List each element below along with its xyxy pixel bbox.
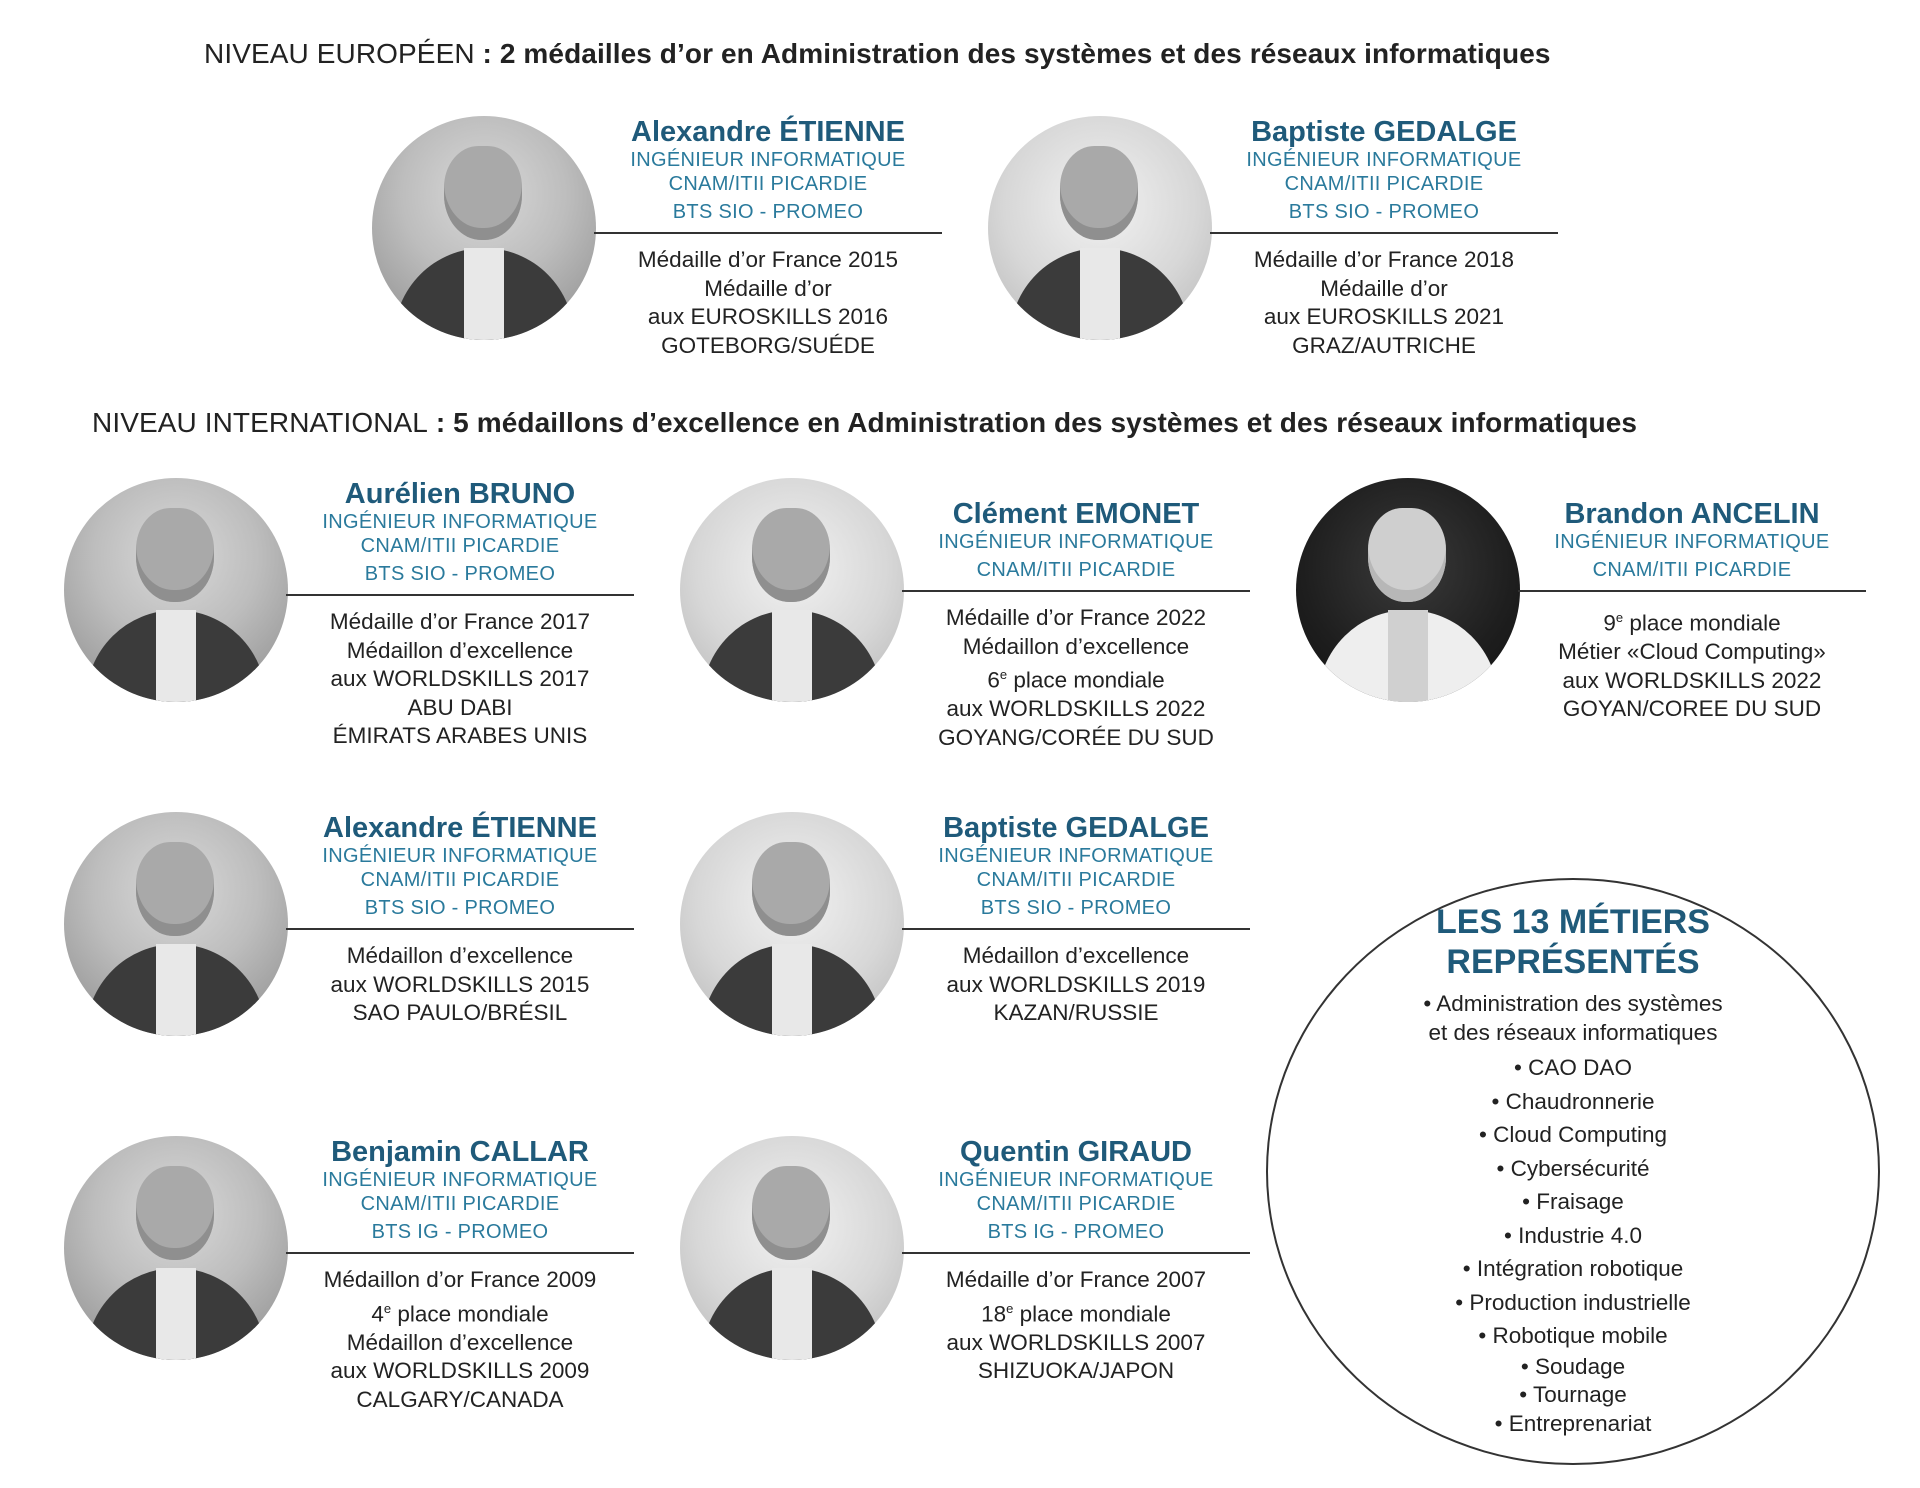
winner-degree: INGÉNIEUR INFORMATIQUE (938, 845, 1214, 867)
portrait-photo (372, 116, 596, 340)
rank-number: 9 (1603, 610, 1616, 636)
list-item: • Industrie 4.0 (1504, 1222, 1642, 1248)
divider (1210, 232, 1558, 234)
winner-school: CNAM/ITII PICARDIE (976, 1193, 1176, 1215)
winner-degree: INGÉNIEUR INFORMATIQUE (322, 511, 598, 533)
rank-suffix: e (383, 1300, 392, 1316)
winner-bts: BTS SIO - PROMEO (980, 897, 1172, 919)
list-item: • Chaudronnerie (1491, 1088, 1655, 1114)
award-line: ÉMIRATS ARABES UNIS (332, 723, 588, 748)
award-line (286, 1295, 634, 1329)
rank-number: 18 (981, 1301, 1007, 1326)
divider (902, 1252, 1250, 1254)
award-line: Médaillon d’excellence (962, 633, 1190, 659)
award-line: Médaillon d’excellence (346, 943, 574, 968)
winner-school: CNAM/ITII PICARDIE (360, 869, 560, 891)
award-line: aux WORLDSKILLS 2022 (1562, 667, 1822, 693)
european-title-rest: : 2 médailles d’or en Administration des systèmes et des réseaux informatiques (474, 38, 1551, 69)
intl-card-callar (64, 1136, 634, 1412)
award-line: aux EUROSKILLS 2021 (1263, 304, 1505, 329)
list-item: • Tournage (1519, 1382, 1627, 1407)
award-line: aux WORLDSKILLS 2017 (330, 666, 590, 691)
intl-card-giraud (680, 1136, 1250, 1396)
international-section-title (92, 407, 1637, 439)
winner-bts: BTS SIO - PROMEO (672, 201, 864, 223)
winner-degree: INGÉNIEUR INFORMATIQUE (938, 1169, 1214, 1191)
award-line (902, 1295, 1250, 1329)
card-info (1518, 498, 1866, 724)
award-line: aux WORLDSKILLS 2015 (330, 971, 590, 997)
portrait-photo (64, 1136, 288, 1360)
award-line: Médaille d’or France 2007 (945, 1267, 1207, 1292)
award-line: GOTEBORG/SUÉDE (661, 332, 875, 358)
award-line: aux WORLDSKILLS 2022 (946, 696, 1206, 721)
winner-name: Benjamin CALLAR (331, 1136, 589, 1168)
winner-degree: INGÉNIEUR INFORMATIQUE (322, 845, 598, 867)
international-title-rest: : 5 médaillons d’excellence en Administration des systèmes et des réseaux informatiques (427, 407, 1638, 438)
portrait-photo (680, 812, 904, 1036)
rank-number: 6 (987, 667, 1000, 693)
metiers-circle (1266, 878, 1880, 1465)
rank-text: place mondiale (391, 1301, 549, 1326)
winner-bts: BTS IG - PROMEO (371, 1221, 549, 1243)
award-line: KAZAN/RUSSIE (993, 1000, 1159, 1025)
rank-text: place mondiale (1007, 667, 1165, 693)
winner-school: CNAM/ITII PICARDIE (360, 535, 560, 557)
winner-bts: BTS SIO - PROMEO (364, 563, 556, 585)
winner-school: CNAM/ITII PICARDIE (976, 559, 1176, 581)
award-line: Métier «Cloud Computing» (1558, 639, 1826, 664)
card-info (902, 1136, 1250, 1386)
winner-name: Baptiste GEDALGE (943, 812, 1209, 844)
winner-degree: INGÉNIEUR INFORMATIQUE (630, 149, 906, 171)
card-info (286, 812, 634, 1028)
divider (902, 928, 1250, 930)
card-info (286, 478, 634, 751)
intl-card-ancelin (1296, 478, 1866, 738)
winner-bts: BTS SIO - PROMEO (364, 897, 556, 919)
winner-name: Alexandre ÉTIENNE (631, 116, 905, 148)
divider (902, 590, 1250, 592)
rank-text: place mondiale (1013, 1301, 1171, 1326)
award-line: CALGARY/CANADA (356, 1386, 564, 1412)
card-info (594, 116, 942, 360)
award-line: GOYANG/CORÉE DU SUD (938, 724, 1214, 750)
portrait-photo (680, 1136, 904, 1360)
winner-name: Alexandre ÉTIENNE (323, 812, 597, 844)
winner-name: Clément EMONET (952, 498, 1200, 530)
award-line: Médaillon d’or France 2009 (323, 1267, 597, 1292)
award-line: Médaille d’or France 2022 (945, 605, 1207, 630)
list-item: • Production industrielle (1455, 1289, 1691, 1315)
portrait-photo (680, 478, 904, 702)
award-line (902, 661, 1250, 695)
winner-name: Quentin GIRAUD (960, 1136, 1192, 1168)
list-item: • Cloud Computing (1479, 1122, 1667, 1147)
award-line: GOYAN/COREE DU SUD (1562, 696, 1822, 721)
intl-card-gedalge (680, 812, 1250, 1072)
winner-school: CNAM/ITII PICARDIE (668, 173, 868, 195)
list-item: • CAO DAO (1514, 1055, 1632, 1080)
metiers-list (1268, 990, 1878, 1438)
european-title-lead: NIVEAU EUROPÉEN (204, 38, 475, 69)
intl-card-bruno (64, 478, 634, 748)
card-info (902, 498, 1250, 752)
award-line: Médaille d’or France 2017 (329, 609, 591, 634)
winner-school: CNAM/ITII PICARDIE (360, 1193, 560, 1215)
divider (286, 594, 634, 596)
european-card-gedalge (988, 116, 1558, 376)
winner-name: Aurélien BRUNO (344, 478, 576, 510)
card-info (1210, 116, 1558, 360)
winner-bts: BTS IG - PROMEO (987, 1221, 1165, 1243)
award-line: Médaille d’or France 2018 (1253, 247, 1515, 272)
portrait-photo (1296, 478, 1520, 702)
list-item: • Intégration robotique (1462, 1256, 1684, 1281)
list-item: • Fraisage (1522, 1189, 1624, 1214)
rank-suffix: e (999, 667, 1008, 682)
award-line: Médaillon d’excellence (346, 637, 574, 663)
winner-school: CNAM/ITII PICARDIE (976, 869, 1176, 891)
winner-degree: INGÉNIEUR INFORMATIQUE (1246, 149, 1522, 171)
card-info (902, 812, 1250, 1028)
award-line: aux WORLDSKILLS 2007 (946, 1329, 1206, 1355)
winner-degree: INGÉNIEUR INFORMATIQUE (1554, 531, 1830, 553)
award-line: Médaille d’or (1320, 275, 1448, 301)
divider (286, 928, 634, 930)
list-item: • Entreprenariat (1494, 1410, 1652, 1436)
award-line: Médaille d’or (704, 275, 832, 301)
divider (1518, 590, 1866, 592)
award-line: aux WORLDSKILLS 2009 (330, 1358, 590, 1383)
european-card-etienne (372, 116, 942, 376)
intl-card-etienne (64, 812, 634, 1072)
winner-name: Baptiste GEDALGE (1251, 116, 1517, 148)
rank-text: place mondiale (1623, 610, 1781, 636)
award-line (1518, 604, 1866, 638)
list-item: • Administration des systèmes (1423, 991, 1723, 1016)
award-line: Médaille d’or France 2015 (637, 247, 899, 272)
rank-number: 4 (371, 1301, 384, 1326)
winner-school: CNAM/ITII PICARDIE (1592, 559, 1792, 581)
portrait-photo (64, 812, 288, 1036)
award-line: GRAZ/AUTRICHE (1292, 332, 1476, 358)
winner-bts: BTS SIO - PROMEO (1288, 201, 1480, 223)
award-line: aux WORLDSKILLS 2019 (946, 971, 1206, 997)
international-title-lead: NIVEAU INTERNATIONAL (92, 407, 428, 438)
award-line: Médaillon d’excellence (346, 1329, 574, 1355)
rank-suffix: e (1615, 610, 1624, 625)
award-line: ABU DABI (407, 694, 513, 720)
card-info (286, 1136, 634, 1414)
portrait-photo (988, 116, 1212, 340)
metiers-title (1268, 902, 1878, 982)
metiers-title-line1: LES 13 MÉTIERS (1436, 903, 1710, 941)
award-line: SHIZUOKA/JAPON (977, 1358, 1175, 1383)
award-line: SAO PAULO/BRÉSIL (352, 1000, 568, 1025)
list-item: • Cybersécurité (1496, 1155, 1650, 1181)
divider (594, 232, 942, 234)
list-item: • Soudage (1520, 1353, 1626, 1379)
winner-name: Brandon ANCELIN (1564, 498, 1820, 530)
winner-degree: INGÉNIEUR INFORMATIQUE (322, 1169, 598, 1191)
winner-degree: INGÉNIEUR INFORMATIQUE (938, 531, 1214, 553)
winner-school: CNAM/ITII PICARDIE (1284, 173, 1484, 195)
portrait-photo (64, 478, 288, 702)
rank-suffix: e (1006, 1300, 1014, 1316)
award-line: Médaillon d’excellence (962, 943, 1190, 968)
divider (286, 1252, 634, 1254)
list-item: et des réseaux informatiques (1428, 1019, 1718, 1045)
list-item: • Robotique mobile (1478, 1323, 1668, 1348)
european-section-title (204, 38, 1551, 70)
metiers-title-line2: REPRÉSENTÉS (1446, 943, 1700, 981)
intl-card-emonet (680, 478, 1250, 750)
award-line: aux EUROSKILLS 2016 (647, 304, 889, 329)
